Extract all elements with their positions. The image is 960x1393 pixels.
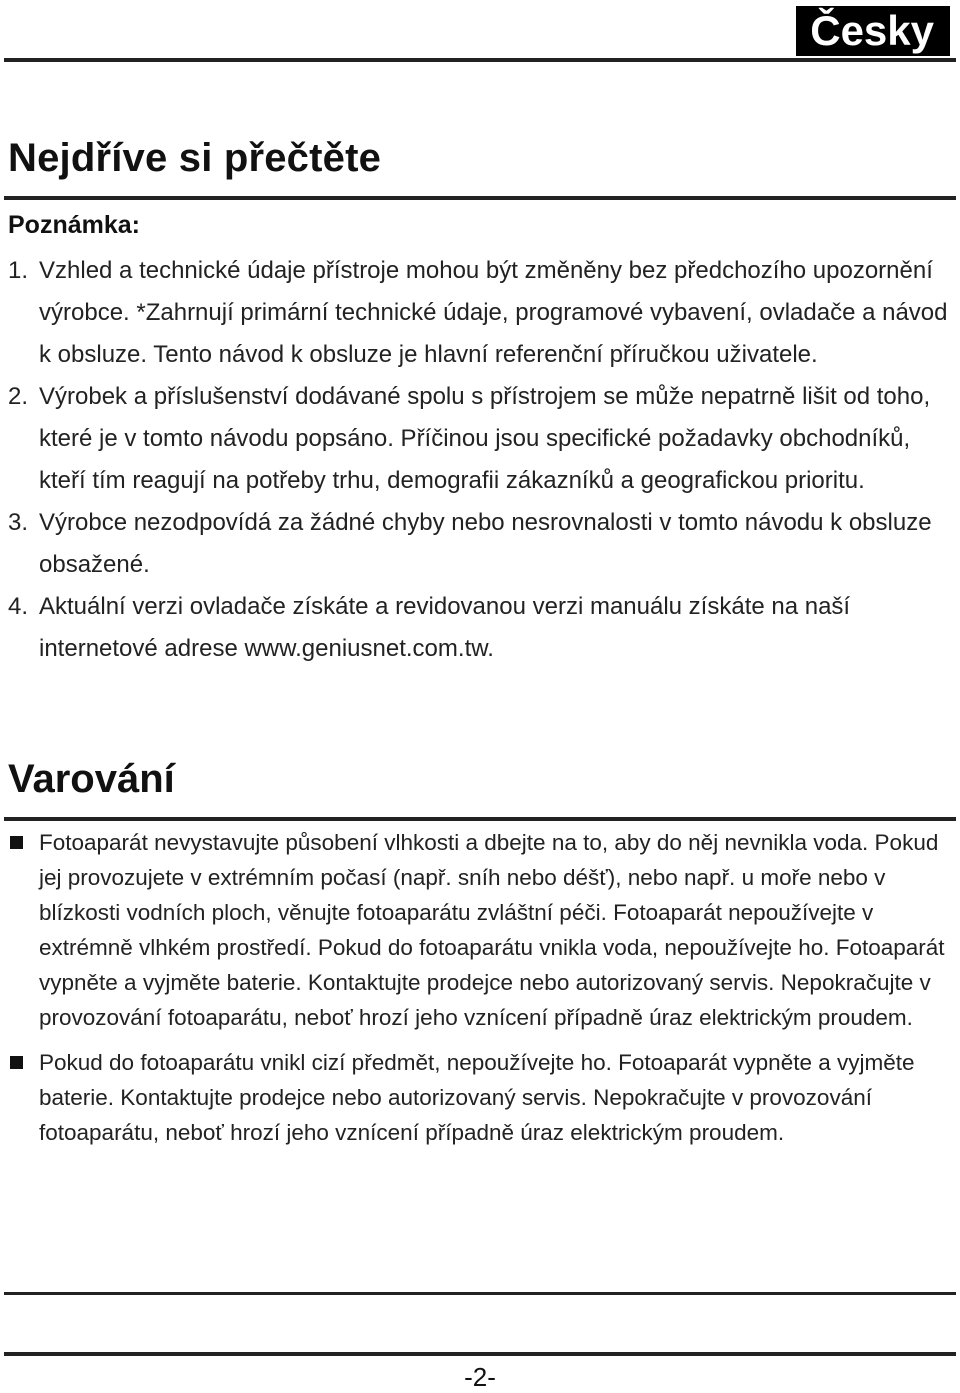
warning-item-text: Pokud do fotoaparátu vnikl cizí předmět, nepoužívejte ho. Fotoaparát vypněte a vyjměte baterie. Kontaktujte prodejce nebo autorizovaný servis. Nepokračujte v provozování fotoaparátu, neboť hrozí jeho vznícení případně úraz elektrickým proudem. xyxy=(39,1050,915,1145)
note-item-number: 3. xyxy=(8,509,29,536)
note-list xyxy=(8,250,954,670)
footer-divider-top xyxy=(4,1292,956,1295)
note-label: Poznámka: xyxy=(8,211,140,239)
warning-item xyxy=(8,1045,954,1150)
note-item-number: 2. xyxy=(8,383,29,410)
warning-underline xyxy=(4,817,956,821)
warning-list xyxy=(8,825,954,1150)
note-item xyxy=(8,376,954,502)
header-divider xyxy=(4,58,956,62)
note-item-number: 1. xyxy=(8,257,29,284)
note-item xyxy=(8,250,954,376)
note-item-text: Vzhled a technické údaje přístroje mohou být změněny bez předchozího upozornění výrobce. *Zahrnují primární technické údaje, programové vybavení, ovladače a návod k obsluze. Tento návod k obsluze je hlavní referenční příručkou uživatele. xyxy=(39,257,948,368)
square-bullet-icon xyxy=(10,836,23,849)
language-badge: Česky xyxy=(796,6,950,56)
note-item-text: Aktuální verzi ovladače získáte a revidovanou verzi manuálu získáte na naší internetové adrese www.geniusnet.com.tw. xyxy=(39,593,851,662)
note-item xyxy=(8,502,954,586)
warning-item-text: Fotoaparát nevystavujte působení vlhkosti a dbejte na to, aby do něj nevnikla voda. Pokud jej provozujete v extrémním počasí (např. sníh nebo déšť), nebo např. u moře nebo v blízkosti vodních ploch, věnujte fotoaparátu zvláštní péči. Fotoaparát nepoužívejte v extrémně vlhkém prostředí. Pokud do fotoaparátu vnikla voda, nepoužívejte ho. Fotoaparát vypněte a vyjměte baterie. Kontaktujte prodejce nebo autorizovaný servis. Nepokračujte v provozování fotoaparátu, neboť hrozí jeho vznícení případně úraz elektrickým proudem. xyxy=(39,830,945,1030)
section-title-read-first: Nejdříve si přečtěte xyxy=(8,136,382,180)
note-item-text: Výrobce nezodpovídá za žádné chyby nebo nesrovnalosti v tomto návodu k obsluze obsažené. xyxy=(39,509,932,578)
section-title-warning: Varování xyxy=(8,757,175,801)
page-number: -2- xyxy=(464,1362,496,1392)
title-underline xyxy=(4,196,956,200)
square-bullet-icon xyxy=(10,1056,23,1069)
note-item-text: Výrobek a příslušenství dodávané spolu s přístrojem se může nepatrně lišit od toho, které je v tomto návodu popsáno. Příčinou jsou specifické požadavky obchodníků, kteří tím reagují na potřeby trhu, demografii zákazníků a geografickou prioritu. xyxy=(39,383,931,494)
note-item-number: 4. xyxy=(8,593,29,620)
footer-divider-bottom xyxy=(4,1352,956,1356)
note-item xyxy=(8,586,954,670)
warning-item xyxy=(8,825,954,1035)
